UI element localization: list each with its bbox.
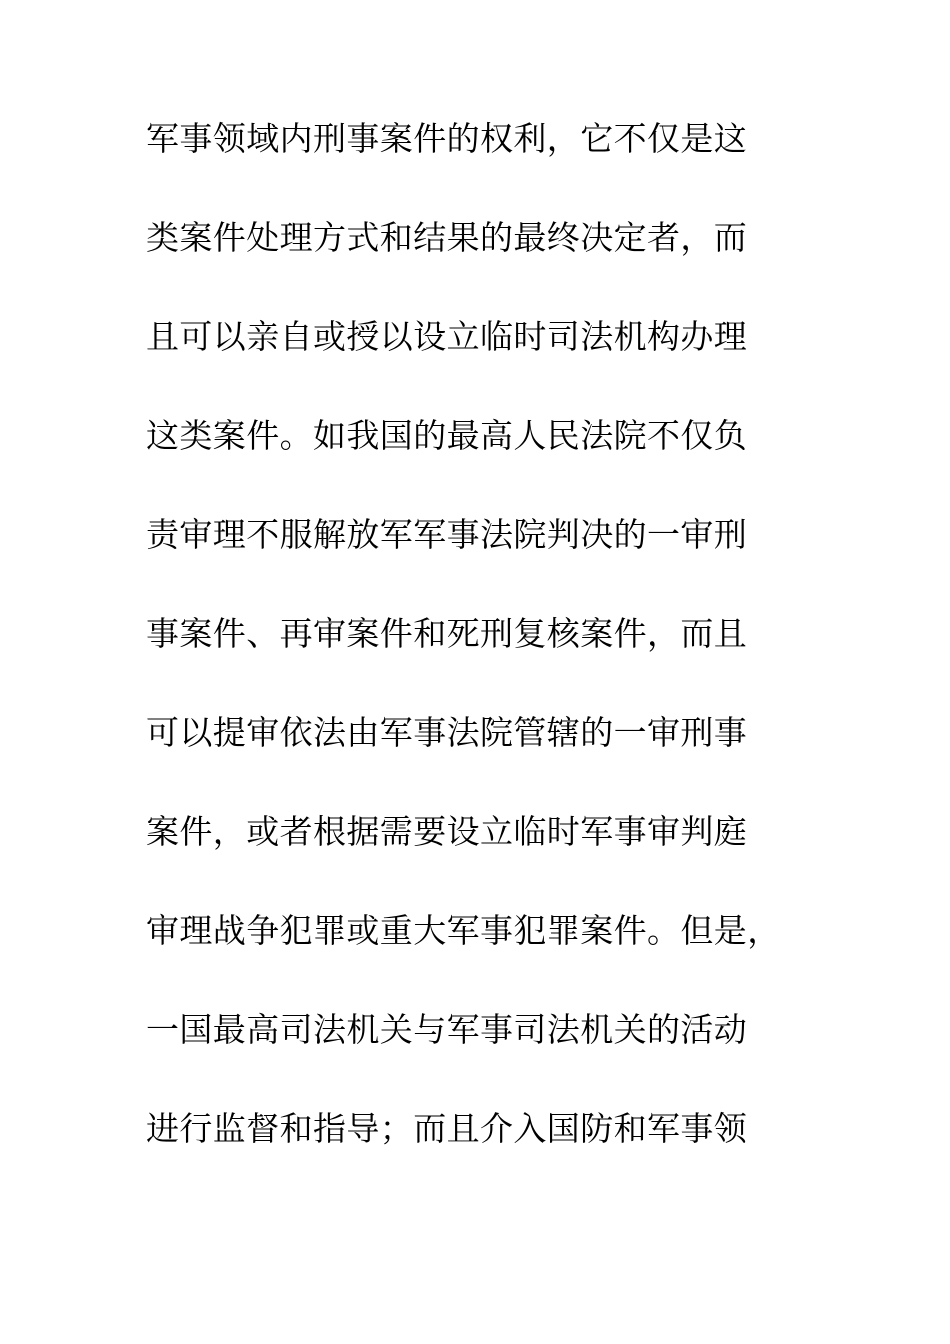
text-line: 且可以亲自或授以设立临时司法机构办理 xyxy=(146,317,748,356)
text-line: 事案件、再审案件和死刑复核案件，而且 xyxy=(146,614,748,653)
body-text xyxy=(146,119,806,1211)
text-line: 进行监督和指导；而且介入国防和军事领 xyxy=(146,1109,748,1148)
text-line: 案件，或者根据需要设立临时军事审判庭 xyxy=(146,812,748,851)
text-line: 可以提审依法由军事法院管辖的一审刑事 xyxy=(146,713,748,752)
text-line: 类案件处理方式和结果的最终决定者，而 xyxy=(146,218,748,257)
text-line: 一国最高司法机关与军事司法机关的活动 xyxy=(146,1010,748,1049)
text-line: 军事领域内刑事案件的权利，它不仅是这 xyxy=(146,119,748,158)
text-line: 这类案件。如我国的最高人民法院不仅负 xyxy=(146,416,748,455)
text-line: 责审理不服解放军军事法院判决的一审刑 xyxy=(146,515,748,554)
text-line: 审理战争犯罪或重大军事犯罪案件。但是， xyxy=(146,911,781,950)
